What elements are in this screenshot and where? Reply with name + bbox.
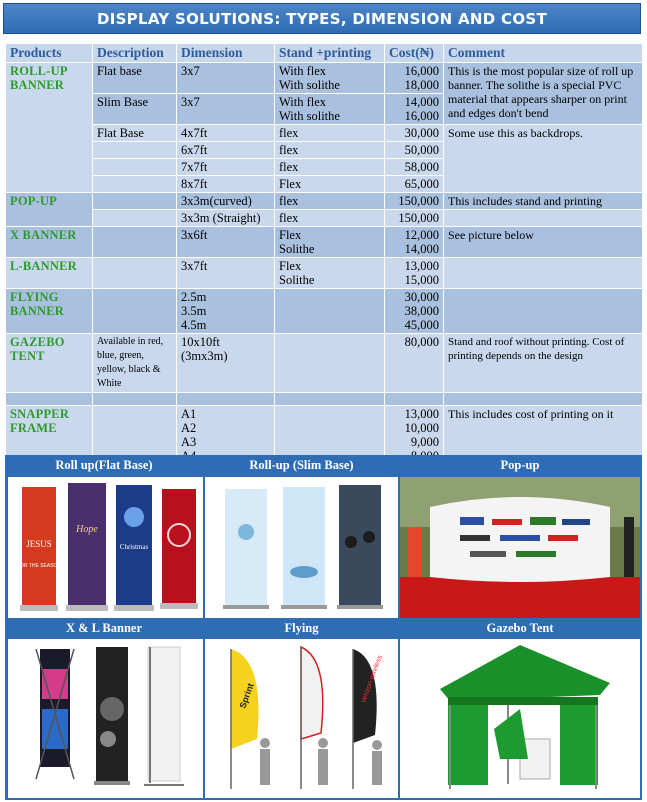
dim-cell: 3x7	[177, 94, 275, 125]
banner-christmas-text: Christmas	[119, 543, 149, 551]
table-row	[6, 258, 643, 289]
caption-flying: Flying	[284, 621, 319, 635]
header-description: Description	[93, 44, 177, 63]
dim-cell: A1 A2 A3	[177, 406, 275, 465]
product-xbanner: X BANNER	[6, 227, 93, 258]
desc-cell: Slim Base	[93, 94, 177, 125]
desc-cell	[93, 176, 177, 193]
cost-cell: 16,000 18,000	[385, 63, 444, 94]
desc-cell	[93, 142, 177, 159]
table-row	[6, 289, 643, 334]
cost-cell: 50,000	[385, 142, 444, 159]
stand-cell: flex	[275, 159, 385, 176]
cost-cell: 12,000 14,000	[385, 227, 444, 258]
banner-jesus-text: JESUS	[26, 539, 52, 549]
stand-cell	[275, 289, 385, 334]
stand-cell: flex	[275, 193, 385, 210]
cost-cell: 13,000 15,000	[385, 258, 444, 289]
dim-cell: 3x7ft	[177, 258, 275, 289]
comment-xbanner: See picture below	[444, 227, 643, 258]
banner-season-text: FOR THE SEASON	[16, 563, 62, 569]
desc-cell: Available in red, blue, green, yellow, black & White	[93, 334, 177, 393]
stand-cell: flex	[275, 142, 385, 159]
cost-cell: 58,000	[385, 159, 444, 176]
spacer-cell	[275, 393, 385, 406]
cost-cell: 30,000	[385, 125, 444, 142]
rollup-flat-image	[8, 477, 203, 618]
table-row	[6, 334, 643, 393]
flag-sprint-text: Sprint	[237, 681, 256, 710]
pricing-table	[5, 43, 643, 465]
dim-cell: 10x10ft (3mx3m)	[177, 334, 275, 393]
header-cost: Cost(₦)	[385, 44, 444, 63]
dim-cell: 3x3m (Straight)	[177, 210, 275, 227]
product-snapper: SNAPPER FRAME	[6, 406, 93, 465]
dim-cell: 8x7ft	[177, 176, 275, 193]
caption-popup: Pop-up	[500, 458, 540, 472]
table-row	[6, 393, 643, 406]
table-header-row	[6, 44, 643, 63]
cost-cell: 150,000	[385, 193, 444, 210]
table-row	[6, 193, 643, 210]
cost-cell: 150,000	[385, 210, 444, 227]
desc-cell: Flat Base	[93, 125, 177, 142]
comment-cell	[444, 258, 643, 289]
spacer-cell	[93, 393, 177, 406]
product-popup: POP-UP	[6, 193, 93, 227]
product-flying: FLYING BANNER	[6, 289, 93, 334]
table-row	[6, 125, 643, 142]
desc-cell	[93, 210, 177, 227]
comment-cell	[444, 289, 643, 334]
header-dimension: Dimension	[177, 44, 275, 63]
caption-xl-banner: X & L Banner	[65, 621, 143, 635]
comment-popup: This includes stand and printing	[444, 193, 643, 210]
product-gazebo: GAZEBO TENT	[6, 334, 93, 393]
dim-cell: 6x7ft	[177, 142, 275, 159]
comment-rollup-backdrop: Some use this as backdrops.	[444, 125, 643, 193]
dim-cell: 2.5m 3.5m 4.5m	[177, 289, 275, 334]
stand-cell: Flex Solithe	[275, 227, 385, 258]
cost-cell: 65,000	[385, 176, 444, 193]
stand-cell: With flex With solithe	[275, 94, 385, 125]
cost-cell: 13,000 10,000 9,000	[385, 406, 444, 465]
dim-cell: 4x7ft	[177, 125, 275, 142]
stand-cell: With flex With solithe	[275, 63, 385, 94]
caption-rollup-flat: Roll up(Flat Base)	[55, 458, 153, 472]
comment-cell	[444, 210, 643, 227]
cost-cell: 80,000	[385, 334, 444, 393]
cost-cell: 14,000 16,000	[385, 94, 444, 125]
popup-image	[400, 477, 640, 618]
desc-cell: Flat base	[93, 63, 177, 94]
desc-cell	[93, 227, 177, 258]
cost-cell: 30,000 38,000 45,000	[385, 289, 444, 334]
product-lbanner: L-BANNER	[6, 258, 93, 289]
spacer-cell	[177, 393, 275, 406]
header-stand-printing: Stand +printing	[275, 44, 385, 63]
table-row	[6, 210, 643, 227]
desc-cell	[93, 193, 177, 210]
dim-cell: 3x6ft	[177, 227, 275, 258]
dim-cell: 3x3m(curved)	[177, 193, 275, 210]
comment-rollup: This is the most popular size of roll up banner. The solithe is a special PVC material that appears sharper on print and edges don't bend	[444, 63, 643, 125]
stand-cell: flex	[275, 125, 385, 142]
dim-cell: 7x7ft	[177, 159, 275, 176]
flying-banner-image	[205, 639, 398, 798]
comment-snapper: This includes cost of printing on it	[444, 406, 643, 465]
caption-gazebo: Gazebo Tent	[486, 621, 554, 635]
xl-banner-image	[8, 639, 203, 798]
product-gallery	[5, 455, 642, 800]
page-title: DISPLAY SOLUTIONS: TYPES, DIMENSION AND COST	[3, 3, 641, 34]
spacer-cell	[6, 393, 93, 406]
desc-cell	[93, 289, 177, 334]
spacer-cell	[444, 393, 643, 406]
desc-cell	[93, 258, 177, 289]
stand-cell	[275, 334, 385, 393]
table-row	[6, 63, 643, 94]
spacer-cell	[385, 393, 444, 406]
stand-cell: flex	[275, 210, 385, 227]
stand-cell: Flex	[275, 176, 385, 193]
stand-cell: Flex Solithe	[275, 258, 385, 289]
product-rollup: ROLL-UP BANNER	[6, 63, 93, 193]
dim-cell: 3x7	[177, 63, 275, 94]
flag-verizon-text: verizon wireless	[360, 654, 384, 704]
desc-cell	[93, 159, 177, 176]
rollup-slim-image	[205, 477, 398, 618]
header-products: Products	[6, 44, 93, 63]
table-row	[6, 227, 643, 258]
banner-hope-text: Hope	[76, 524, 98, 535]
gazebo-tent-image	[400, 639, 640, 798]
comment-gazebo: Stand and roof without printing. Cost of printing depends on the design	[444, 334, 643, 393]
caption-rollup-slim: Roll-up (Slim Base)	[249, 458, 354, 472]
header-comment: Comment	[444, 44, 643, 63]
